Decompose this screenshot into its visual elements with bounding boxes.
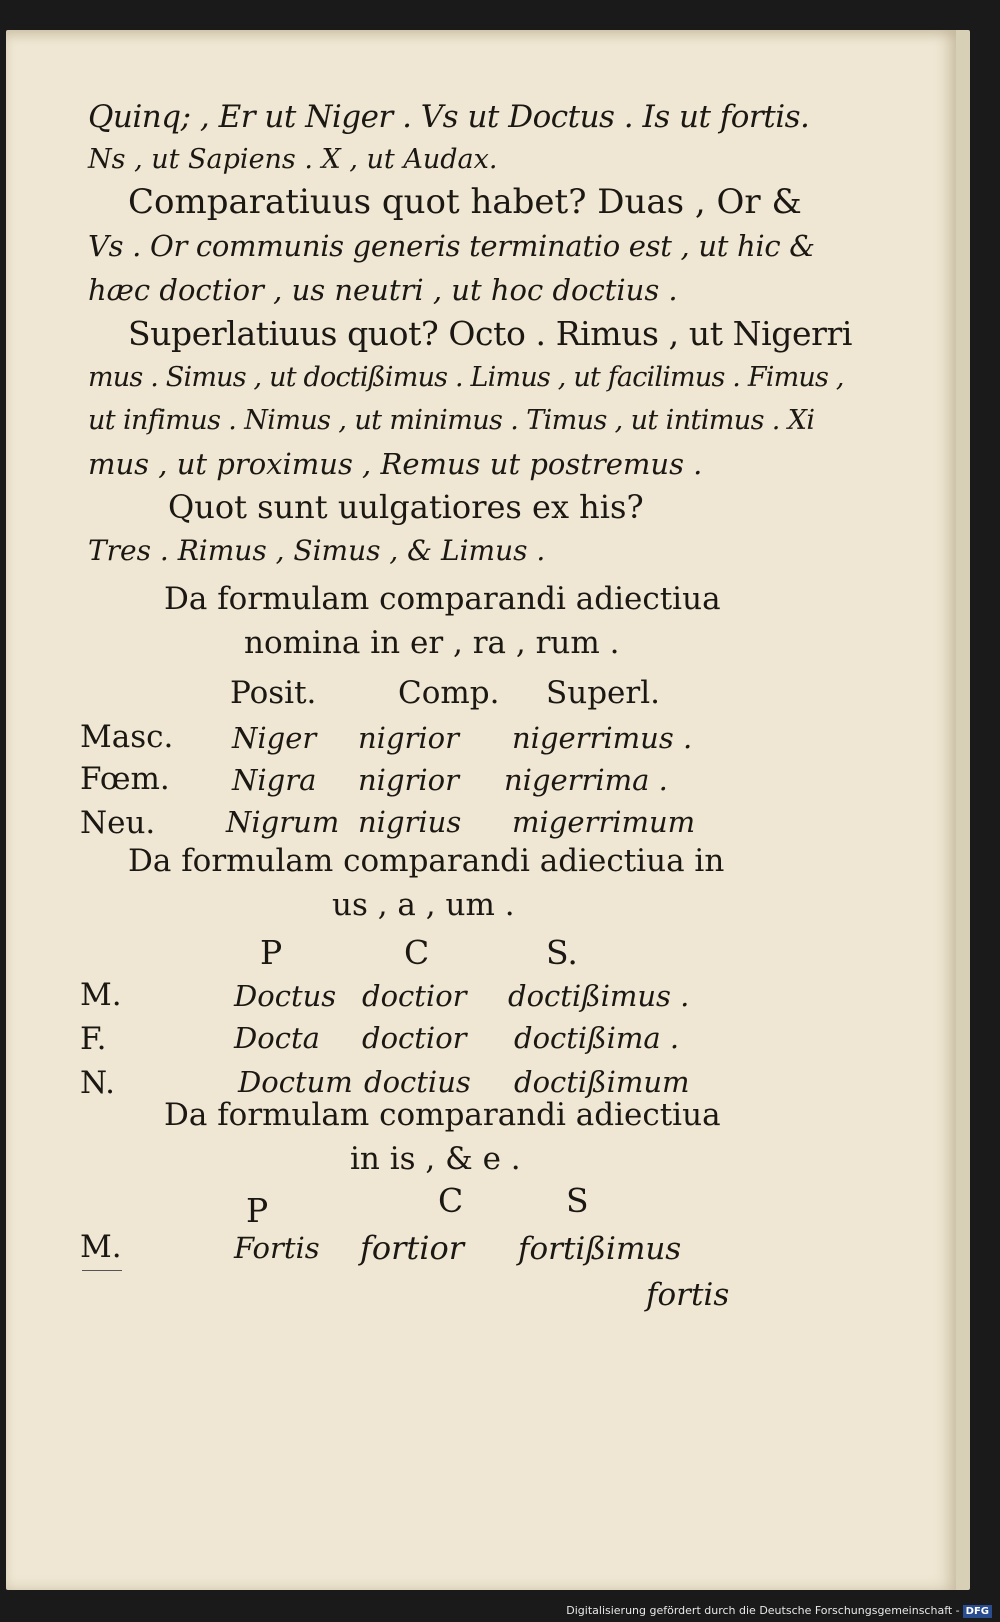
- section2-heading-2: us , a , um .: [332, 887, 515, 923]
- section2-row3-label: N.: [80, 1065, 115, 1101]
- section2-row2-label: F.: [80, 1021, 107, 1057]
- section1-row3-superlative: migerrimum: [512, 805, 696, 839]
- text-line-5: hæc doctior , us neutri , ut hoc doctius .: [88, 273, 678, 307]
- text-line-7: mus . Simus , ut doctißimus . Limus , ut facilimus . Fimus ,: [88, 362, 844, 393]
- section3-heading-2: in is , & e .: [350, 1141, 521, 1177]
- section3-row1-label-underline: [82, 1270, 122, 1271]
- section2-row1-comparative: doctior: [362, 979, 467, 1013]
- text-line-4: Vs . Or communis generis terminatio est , ut hic &: [88, 229, 815, 263]
- section3-col-positive: P: [246, 1191, 269, 1230]
- section2-col-superlative: S.: [546, 933, 578, 972]
- section1-col-positive: Posit.: [230, 675, 317, 711]
- section2-col-comparative: C: [404, 933, 430, 972]
- section1-row1-label: Masc.: [80, 719, 174, 755]
- section2-row2-positive: Docta: [234, 1021, 320, 1055]
- section3-col-comparative: C: [438, 1181, 464, 1220]
- section1-row3-label: Neu.: [80, 805, 156, 841]
- text-line-9: mus , ut proximus , Remus ut postremus .: [88, 447, 703, 481]
- section3-col-superlative: S: [566, 1181, 589, 1220]
- section3-row1-label: M.: [80, 1229, 122, 1265]
- text-line-11: Tres . Rimus , Simus , & Limus .: [88, 534, 546, 567]
- section2-row2-comparative: doctior: [362, 1021, 467, 1055]
- section3-heading-1: Da formulam comparandi adiectiua: [164, 1097, 721, 1133]
- section1-row2-positive: Nigra: [232, 763, 317, 797]
- section1-row1-comparative: nigrior: [358, 721, 459, 755]
- credit-text: Digitalisierung gefördert durch die Deutsche Forschungsgemeinschaft -: [566, 1604, 960, 1617]
- section1-row1-superlative: nigerrimus .: [512, 721, 693, 755]
- text-line-6: Superlatiuus quot? Octo . Rimus , ut Nigerri: [128, 314, 853, 353]
- text-line-1: Quinq; , Er ut Niger . Vs ut Doctus . Is ut fortis.: [88, 99, 810, 135]
- text-line-8: ut infimus . Nimus , ut minimus . Timus , ut intimus . Xi: [88, 405, 815, 436]
- section1-row3-comparative: nigrius: [358, 805, 462, 839]
- digitization-credit: [566, 1604, 992, 1618]
- section1-row3-positive: Nigrum: [226, 805, 340, 839]
- text-line-10: Quot sunt uulgatiores ex his?: [168, 488, 644, 526]
- section3-row1-positive: Fortis: [234, 1231, 320, 1265]
- text-line-3: Comparatiuus quot habet? Duas , Or &: [128, 182, 802, 222]
- book-page: [6, 30, 970, 1590]
- section2-col-positive: P: [260, 933, 283, 972]
- section1-heading-2: nomina in er , ra , rum .: [244, 625, 620, 661]
- section2-row1-label: M.: [80, 977, 122, 1013]
- dfg-logo: DFG: [963, 1605, 992, 1618]
- section2-row3-superlative: doctißimum: [514, 1065, 690, 1099]
- section2-row1-superlative: doctißimus .: [508, 979, 690, 1013]
- section1-col-superlative: Superl.: [546, 675, 660, 711]
- section2-row1-positive: Doctus: [234, 979, 337, 1013]
- section3-row1-comparative: fortior: [360, 1229, 465, 1267]
- text-line-2: Ns , ut Sapiens . X , ut Audax.: [88, 144, 498, 175]
- section3-row1-superlative: fortißimus: [518, 1231, 682, 1267]
- catchword: fortis: [646, 1277, 730, 1313]
- section1-heading-1: Da formulam comparandi adiectiua: [164, 581, 721, 617]
- section1-row2-label: Fœm.: [80, 761, 170, 797]
- section2-heading-1: Da formulam comparandi adiectiua in: [128, 843, 725, 879]
- section2-row2-superlative: doctißima .: [514, 1021, 680, 1055]
- section1-row1-positive: Niger: [232, 721, 317, 755]
- section1-row2-superlative: nigerrima .: [504, 763, 668, 797]
- section1-col-comparative: Comp.: [398, 675, 500, 711]
- section2-row3-comparative: doctius: [364, 1065, 471, 1099]
- section1-row2-comparative: nigrior: [358, 763, 459, 797]
- section2-row3-positive: Doctum: [238, 1065, 353, 1099]
